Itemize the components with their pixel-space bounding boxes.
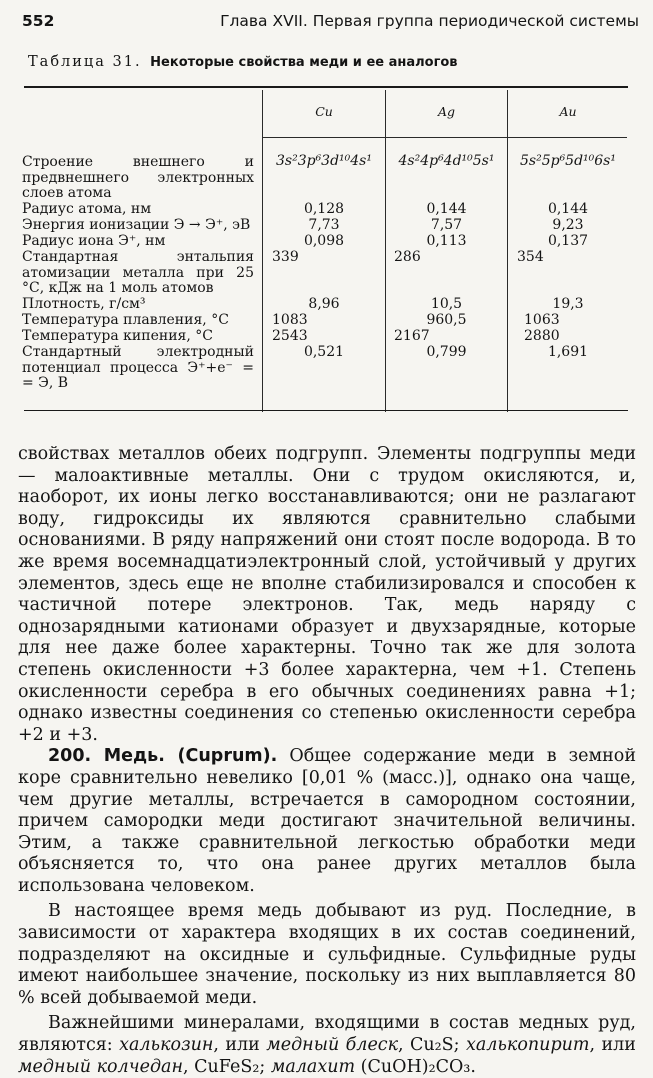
table-cell: 1,691 [547,344,589,360]
table-cell: 2167 [394,328,430,344]
row-label-atomic-radius: Радиус атома, нм [22,201,152,217]
table-cell: 2880 [524,328,560,344]
row-label-electrode-potential: Стандартный электродный потенциал процесса Э⁺+e⁻ = = Э, В [22,344,254,391]
table-cell: 0,137 [547,233,589,249]
table-cell: 1063 [524,312,560,328]
table-cell: 1083 [272,312,308,328]
table-cell: 3s²3p⁶3d¹⁰4s¹ [276,153,372,169]
conjunction: , или [213,1035,260,1056]
table-cell: 354 [517,249,544,265]
row-label-boiling-point: Температура кипения, °С [22,328,213,344]
running-header [22,10,639,34]
table-cell: 19,3 [552,296,584,312]
paragraph: Важнейшими минералами, входящими в состав медных руд, являются: халькозин, или медный блеск, Cu₂S; халькопирит, или медный колчедан, CuFeS₂; малахит (CuOH)₂CO₃. [18,1013,636,1077]
table-cell: 960,5 [426,312,467,328]
header-divider [262,137,627,138]
mineral-name: халькозин [119,1035,214,1056]
table-cell: 0,144 [426,201,467,217]
table-cell: 0,113 [426,233,467,249]
row-label-ion-radius: Радиус иона Э⁺, нм [22,233,166,249]
table-cell: 4s²4p⁶4d¹⁰5s¹ [398,153,495,169]
column-divider [507,90,508,412]
body-text [18,444,636,1078]
table-cell: 10,5 [430,296,463,312]
paragraph-text: Важнейшими минералами, входящими в состав медных руд, являются: [18,1013,636,1056]
table-cell: 0,521 [303,344,345,360]
row-label-electron-shell: Строение внешнего и предвнешнего электронных слоев атома [22,154,254,201]
row-label-ionization-energy: Энергия ионизации Э → Э⁺, эВ [22,217,251,233]
table-cell: 7,73 [308,217,340,233]
table-label: Таблица 31. [28,54,142,70]
mineral-name: халькопирит [465,1035,590,1056]
page-number: 552 [22,12,55,30]
section-heading: 200. Медь. (Cuprum). [48,746,278,767]
mineral-name: медный блеск [266,1035,399,1056]
row-label-atomization-enthalpy: Стандартная энтальпия атомизации металла при 25 °С, кДж на 1 моль атомов [22,249,254,296]
chapter-title: Глава XVII. Первая группа периодической системы [220,12,639,30]
table-cell: 9,23 [552,217,584,233]
chemical-formula: CuFeS₂; [194,1056,266,1077]
table-cell: 7,57 [430,217,463,233]
paragraph: свойствах металлов обеих подгрупп. Элементы подгруппы меди — малоактивные металлы. Они с трудом окисляются, и, наоборот, их ионы легко восстанавливаются; они не разлагают воду, гидроксиды их являются сравнительно слабыми основаниями. В ряду напряжений они стоят после водорода. В то же время восемнадцатиэлектронный слой, устойчивый у других элементов, здесь еще не вполне стабилизировался и способен к частичной потере электронов. Так, медь наряду с однозарядными катионами образует и двухзарядные, которые для нее даже более характерны. Точно так же для золота степень окисленности +3 более характерна, чем +1. Степень окисленности серебра в его обычных соединениях равна +1; однако известны соединения со степенью окисленности серебра +2 и +3. [18,444,636,745]
row-label-melting-point: Температура плавления, °С [22,312,229,328]
paragraph [18,746,636,897]
column-header-au: Au [559,104,577,119]
mineral-name: медный колчедан [18,1056,183,1077]
chemical-formula: (CuOH)₂CO₃. [360,1056,476,1077]
table-cell: 286 [394,249,421,265]
table-title: Некоторые свойства меди и ее аналогов [150,55,458,70]
table-cell: 0,144 [547,201,589,217]
column-header-cu: Cu [315,104,333,119]
table-cell: 5s²5p⁶5d¹⁰6s¹ [520,153,616,169]
table-cell: 339 [272,249,299,265]
chemical-formula: Cu₂S; [410,1035,460,1056]
table-cell: 8,96 [308,296,340,312]
table-bottom-rule [24,410,628,411]
row-label-density: Плотность, г/см³ [22,296,146,312]
table-top-rule [24,86,628,88]
column-divider [385,90,386,412]
paragraph: В настоящее время медь добывают из руд. Последние, в зависимости от характера входящих в их состав соединений, подразделяют на оксидные и сульфидные. Сульфидные руды имеют наибольшее значение, поскольку из них выплавляется 80 % всей добываемой меди. [18,901,636,1008]
mineral-name: малахит [270,1056,356,1077]
paragraph-text: Общее содержание меди в земной коре сравнительно невелико [0,01 % (масс.)], однако она чаще, чем другие металлы, встречается в самородном состоянии, причем самородки меди достигают значительной величины. Этим, а также сравнительной легкостью обработки меди объясняется то, что она ранее других металлов была использована человеком. [18,746,636,896]
column-divider [262,90,263,412]
table-cell: 0,799 [426,344,467,360]
conjunction: , или [589,1035,636,1056]
table-cell: 0,098 [303,233,345,249]
table-caption [28,54,458,70]
table-cell: 2543 [272,328,308,344]
column-header-ag: Ag [437,104,456,119]
table-cell: 0,128 [303,201,345,217]
